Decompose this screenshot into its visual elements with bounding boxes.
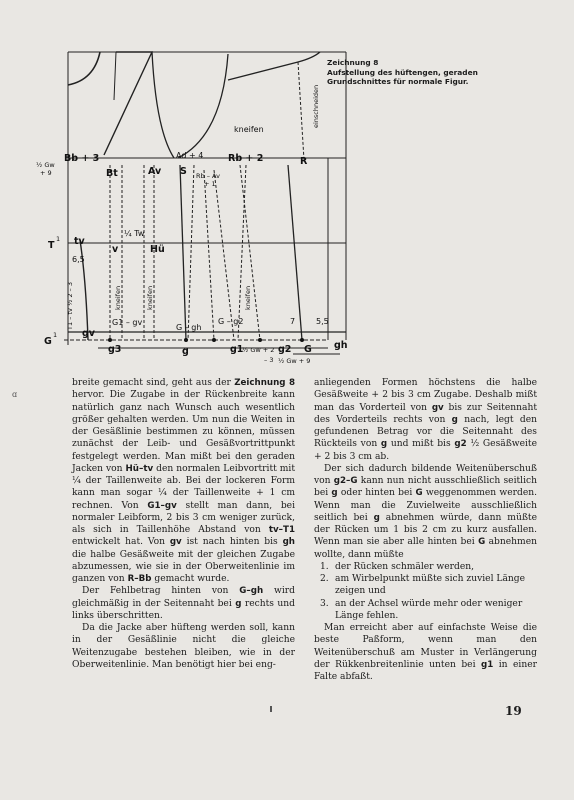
label-minus3: – 3 — [264, 356, 274, 364]
list-item: 3. an der Achsel würde mehr oder weniger Länge fehlen. — [320, 598, 523, 621]
label-65: 6,5 — [72, 255, 85, 264]
label-kneifen-top: kneifen — [234, 125, 264, 134]
figure-caption-text: Aufstellung des hüftengen, geraden Grundschnittes für normale Figur. — [327, 67, 478, 87]
label-55: 5,5 — [316, 317, 329, 326]
pattern-drawing — [28, 40, 358, 365]
label-plus9: + 9 — [40, 169, 52, 177]
paragraph: Man erreicht aber auf einfachste Weise die beste Paßform, wenn man den Weitenüberschuß am Muster in Verlängerung der Rükkenbreitenlinie unten bei g1 in einer Falte abfaßt. — [314, 623, 537, 682]
list-item: 1. der Rücken schmäler werden, — [320, 561, 475, 572]
label-tv: tv — [74, 236, 85, 247]
label-g1-sup: 1 — [53, 331, 58, 339]
label-plus1: + 1 — [204, 180, 216, 188]
label-rb2: Rb + 2 — [228, 153, 264, 164]
list-item: 2. am Wirbelpunkt müßte sich zuviel Länge zeigen und — [320, 574, 526, 597]
label-g: g — [182, 346, 189, 357]
label-kneifen-front-2: kneifen — [146, 285, 154, 310]
label-r: R — [300, 156, 308, 167]
label-rb-av: Rb – Av — [196, 172, 220, 180]
paragraph: breite gemacht sind, geht aus der Zeichnung 8 hervor. Die Zugabe in der Rückenbreite kann natürlich ganz nach Wunsch auch wesentlich größer gehalten werden. Um nun die Weiten in der Gesäßlinie bestimmen zu können, müssen zunächst der Leib- und Gesäßvortrittpunkt festgelegt werden. Man mißt bei den geraden Jacken von Hü–tv den normalen Leibvortritt mit ¼ der Taillenweite ab. Bei der lockeren Form kann man sogar ¼ der Taillenweite + 1 cm rechnen. Von G1–gv stellt man dann, bei normaler Leibform, 2 bis 3 cm weniger zurück, als sich in Taillenhöhe Abstand von tv–T1 entwickelt hat. Von gv ist nach hinten bis gh die halbe Gesäßweite mit der gleichen Zugabe abzumessen, wie sie in der Oberweitenlinie im ganzen von R–Bb gemacht wurde. — [72, 378, 296, 584]
label-g1b: g1 — [230, 344, 244, 355]
label-g3: g3 — [108, 344, 122, 355]
label-kneifen-front-1: kneifen — [114, 285, 122, 310]
margin-mark: ɑ — [12, 390, 18, 399]
paragraph: anliegenden Formen höchstens die halbe Gesäßweite + 2 bis 3 cm Zugabe. Deshalb mißt man das Vorderteil von gv bis zur Seitennaht des Vorderteils rechts von g nach, legt den gefundenen Betrag vor die Seitennaht des Rückteils von g und mißt bis g2 ½ Gesäßweite + 2 bis 3 cm ab. — [314, 378, 537, 462]
label-v: v — [112, 244, 119, 255]
label-hu: Hü — [150, 244, 165, 255]
label-g1-gv: G1 – gv — [112, 318, 143, 327]
label-einschneiden: einschneiden — [312, 84, 320, 128]
paragraph: Der sich dadurch bildende Weitenüberschuß von g2–G kann nun nicht ausschließlich seitlich bei g oder hinten bei G weggenommen werden. Wenn man die Zuvielweite ausschließlich seitlich bei g abnehmen würde, dann müßte der Rücken um 1 bis 2 cm zu kurz ausfallen. Wenn man sie aber alle hinten bei G abnehmen wollte, dann müßte — [314, 463, 538, 560]
label-av: Av — [148, 166, 162, 177]
paragraph: Da die Jacke aber hüfteng werden soll, kann in der Gesäßlinie nicht die gleiche Weitenzugabe bestehen bleiben, wie in der Oberweitenlinie. Man benötigt hier bei eng- — [72, 623, 295, 670]
label-t1-sup: 1 — [56, 235, 61, 243]
figure-caption — [327, 58, 532, 87]
label-bb3: Bb + 3 — [64, 153, 100, 164]
label-g-g2: G – g2 — [218, 317, 244, 326]
figure-number: Zeichnung 8 — [327, 58, 379, 67]
label-g2: g2 — [278, 344, 292, 355]
label-s: S — [180, 166, 187, 177]
label-t1-tv: T1 – tv ½ 2 – 3 — [66, 282, 74, 330]
label-gh: gh — [334, 340, 348, 351]
label-big-g: G — [304, 344, 312, 355]
label-g-gh: G – gh — [176, 323, 202, 332]
label-quarter-tw: ¼ Tw — [124, 229, 145, 238]
label-ad4: Ad + 4 — [176, 151, 204, 160]
label-half-gw: ½ Gw — [36, 161, 55, 169]
numbered-list — [314, 561, 537, 622]
label-bt: Bt — [106, 168, 118, 179]
label-gv: gv — [82, 328, 95, 339]
label-t1: T — [48, 240, 55, 251]
label-7: 7 — [290, 317, 296, 326]
label-half-gw-bottom: ½ Gw + 9 — [278, 357, 311, 365]
stray-mark — [270, 706, 272, 712]
text-column-right — [314, 377, 537, 683]
paragraph: Der Fehlbetrag hinten von G–gh wird gleichmäßig in der Seitennaht bei g rechts und links überschritten. — [72, 586, 295, 621]
text-column-left — [72, 377, 295, 671]
label-kneifen-back: kneifen — [244, 285, 252, 310]
pattern-drawing-svg — [28, 40, 358, 365]
page-number: 19 — [505, 704, 522, 718]
label-half-gw2: ½ Gw + 2 — [242, 346, 275, 354]
label-g1: G — [44, 336, 52, 347]
